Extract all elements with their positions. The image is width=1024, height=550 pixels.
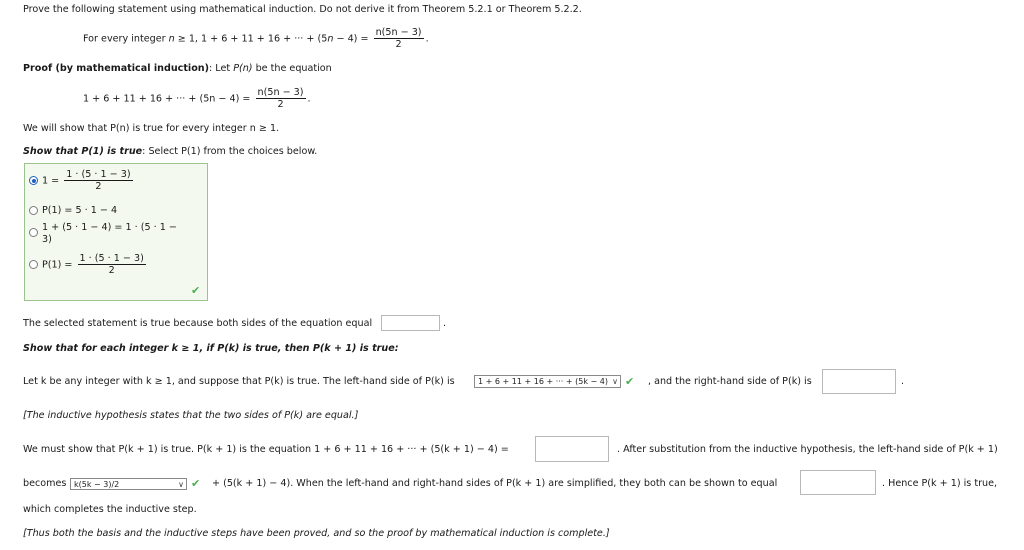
rhs-pk-input[interactable] [822, 369, 896, 394]
must-show-text: We must show that P(k + 1) is true. P(k + 1) is the equation 1 + 6 + 11 + 16 + ··· + (5(k + 1) − 4) = [23, 444, 509, 455]
choice-box [24, 163, 208, 301]
chevron-down-icon: ∨ [612, 377, 618, 386]
conclusion-text: [Thus both the basis and the inductive steps have been proved, and so the proof by mathematical induction is complete.] [23, 528, 610, 539]
hypothesis-text: [The inductive hypothesis states that the two sides of P(k) are equal.] [23, 410, 359, 421]
show-p1-heading: Show that P(1) is true: Select P(1) from the choices below. [23, 146, 318, 157]
let-k-text: Let k be any integer with k ≥ 1, and suppose that P(k) is true. The left-hand side of P(k) is [23, 376, 455, 387]
show-pk-heading: Show that for each integer k ≥ 1, if P(k) is true, then P(k + 1) is true: [23, 343, 399, 354]
selected-true-text: The selected statement is true because both sides of the equation equal [23, 318, 373, 329]
correct-check-icon: ✔ [191, 284, 201, 297]
period: . [443, 318, 447, 329]
statement-fraction: $\frac{n(5n - 3)}{2}$ [375, 27, 422, 51]
choice-1-radio[interactable] [29, 176, 38, 185]
choice-3-label-line2[interactable]: 3) [42, 234, 52, 245]
will-show-text: We will show that P(n) is true for every integer n ≥ 1. [23, 123, 280, 134]
equation-fraction: $\frac{n(5n - 3)}{2}$ [257, 87, 304, 111]
choice-4-label[interactable]: P(1) = $\frac{1 \cdot (5 \cdot 1 - 3)}{2}$ [42, 253, 144, 277]
simplified-text: + (5(k + 1) − 4). When the left-hand and right-hand sides of P(k + 1) are simplified, they both can be shown to equal [212, 478, 778, 489]
choice-3-label-line1[interactable]: 1 + (5 · 1 − 4) = 1 · (5 · 1 − [42, 222, 177, 233]
becomes-label: becomes [23, 478, 67, 489]
choice-2-label[interactable]: P(1) = 5 · 1 − 4 [42, 205, 118, 216]
hence-text: . Hence P(k + 1) is true, [882, 478, 998, 489]
chevron-down-icon: ∨ [178, 480, 184, 489]
statement: For every integer n ≥ 1, 1 + 6 + 11 + 16 + ··· + (5n − 4) = $\frac{n(5n - 3)}{2}$ . [83, 27, 429, 51]
equation-pn: 1 + 6 + 11 + 16 + ··· + (5n − 4) = $\frac{n(5n - 3)}{2}$ . [83, 87, 311, 111]
intro-text: Prove the following statement using mathematical induction. Do not derive it from Theorem 5.2.1 or Theorem 5.2.2. [23, 4, 582, 15]
pk1-rhs-input[interactable] [535, 436, 609, 462]
choice-1-label[interactable]: 1 = $\frac{1 \cdot (5 \cdot 1 - 3)}{2}$ [42, 169, 131, 193]
choice-2-radio[interactable] [29, 206, 38, 215]
becomes-check-icon: ✔ [191, 477, 201, 490]
after-substitution-text: . After substitution from the inductive hypothesis, the left-hand side of P(k + 1) [617, 444, 998, 455]
completes-text: which completes the inductive step. [23, 504, 197, 515]
choice-3-radio[interactable] [29, 228, 38, 237]
rhs-pk-text: , and the right-hand side of P(k) is [648, 376, 812, 387]
lhs-pk-select[interactable]: 1 + 6 + 11 + 16 + ··· + (5k − 4) ∨ [474, 375, 621, 388]
lhs-check-icon: ✔ [625, 375, 635, 388]
both-sides-equal-input[interactable] [381, 315, 440, 331]
period: . [901, 376, 905, 387]
proof-intro: Proof (by mathematical induction): Let P(n) be the equation [23, 63, 332, 74]
both-equal-input[interactable] [800, 470, 876, 495]
becomes-select[interactable]: k(5k − 3)/2 ∨ [70, 478, 187, 490]
choice-4-radio[interactable] [29, 260, 38, 269]
